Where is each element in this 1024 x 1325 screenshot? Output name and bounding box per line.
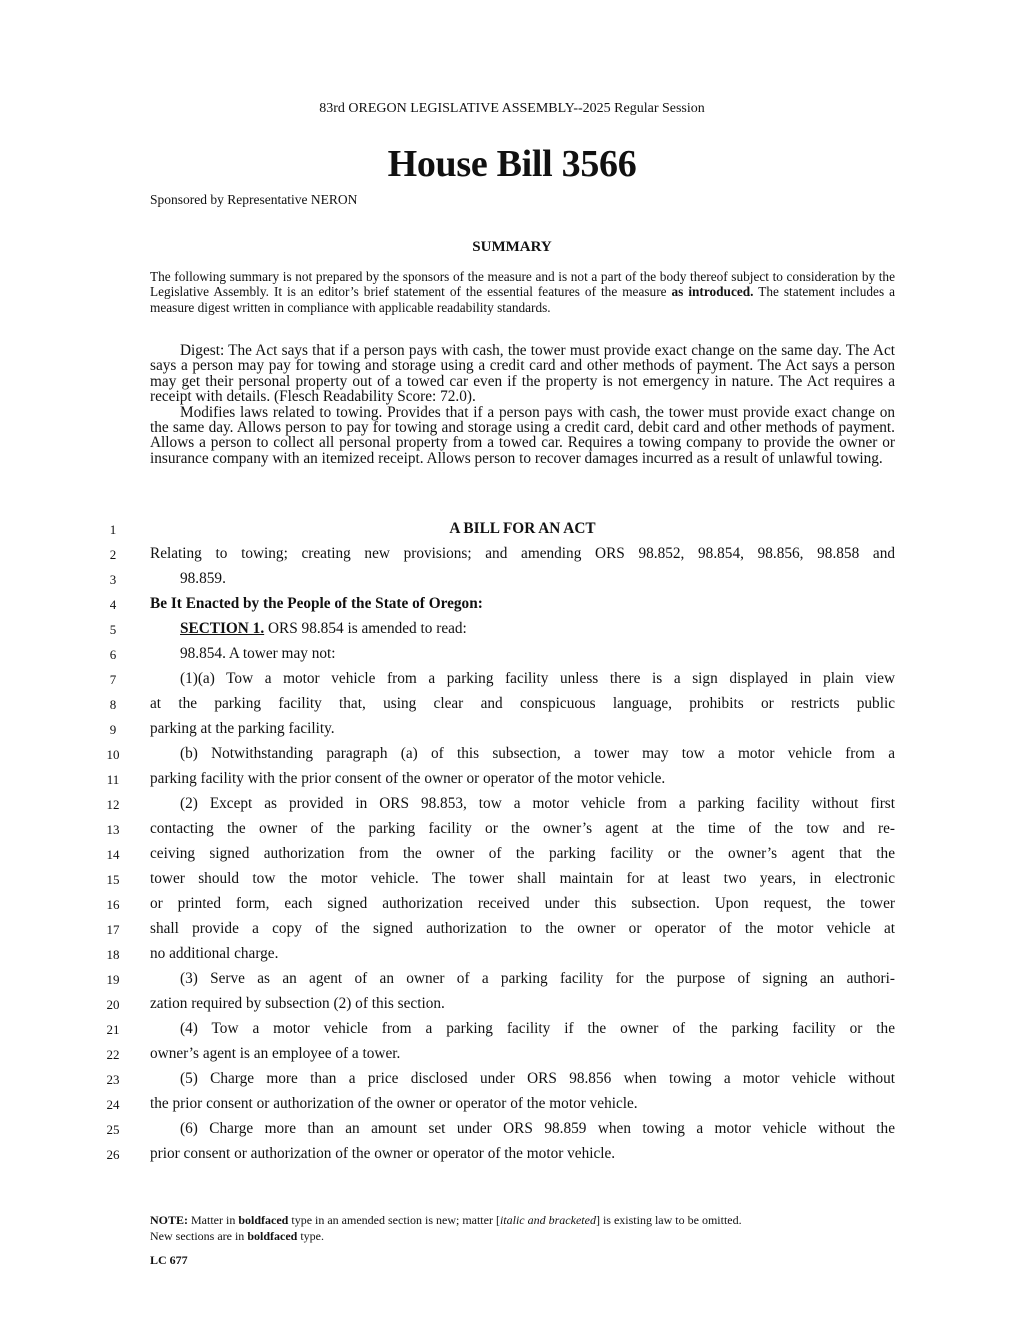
bill-line: (6) Charge more than an amount set under ORS 98.859 when towing a motor vehicle without the	[180, 1120, 895, 1137]
bill-heading: A BILL FOR AN ACT	[449, 520, 596, 537]
note-text: New sections are in	[150, 1228, 248, 1243]
line-number: 1	[109, 522, 117, 537]
line-number: 14	[106, 847, 120, 862]
bill-line: shall provide a copy of the signed authorization to the owner or operator of the motor vehicle at	[150, 920, 895, 937]
note-text: ] is existing law to be omitted.	[595, 1213, 742, 1227]
bill-line: parking facility with the prior consent of the owner or operator of the motor vehicle.	[150, 770, 666, 787]
bill-line: tower should tow the motor vehicle. The tower shall maintain for at least two years, in electronic	[150, 870, 895, 887]
line-number: 6	[109, 647, 117, 662]
line-number: 7	[109, 672, 117, 687]
note-line-1	[150, 1213, 742, 1229]
bill-line: no additional charge.	[150, 945, 279, 962]
bill-line: (b) Notwithstanding paragraph (a) of this subsection, a tower may tow a motor vehicle from a	[180, 745, 895, 762]
line-number: 23	[106, 1072, 120, 1087]
bill-line: zation required by subsection (2) of this section.	[150, 995, 445, 1012]
line-number: 24	[106, 1097, 120, 1112]
line-number: 15	[106, 872, 120, 887]
section-1-label: SECTION 1.	[180, 620, 265, 637]
bill-line: (2) Except as provided in ORS 98.853, tow a motor vehicle from a parking facility without first	[180, 795, 895, 812]
bill-line: ceiving signed authorization from the owner of the parking facility or the owner’s agent that the	[150, 845, 895, 862]
session-header: 83rd OREGON LEGISLATIVE ASSEMBLY--2025 Regular Session	[319, 101, 705, 116]
sponsor-line: Sponsored by Representative NERON	[150, 192, 358, 207]
bill-line: prior consent or authorization of the owner or operator of the motor vehicle.	[150, 1145, 616, 1162]
bill-line: (1)(a) Tow a motor vehicle from a parking facility unless there is a sign displayed in plain view	[180, 670, 895, 687]
bill-line: (4) Tow a motor vehicle from a parking facility if the owner of the parking facility or the	[180, 1020, 895, 1037]
note-italic: italic and bracketed	[499, 1213, 596, 1227]
line-number: 20	[106, 997, 120, 1012]
summary-heading: SUMMARY	[472, 239, 552, 255]
bill-line: 98.854. A tower may not:	[180, 645, 336, 662]
line-number: 2	[109, 547, 117, 562]
line-number: 12	[106, 797, 120, 812]
bill-line: at the parking facility that, using clear and conspicuous language, prohibits or restricts public	[150, 695, 895, 712]
footer-note	[150, 1213, 742, 1244]
note-text: type.	[297, 1228, 324, 1243]
line-number: 8	[109, 697, 117, 712]
line-number: 26	[106, 1147, 120, 1162]
line-number: 16	[106, 897, 120, 912]
summary-intro-bold: as introduced.	[671, 284, 754, 300]
bill-line: contacting the owner of the parking facility or the owner’s agent at the time of the tow and re-	[150, 820, 895, 837]
summary-intro-text-1: The following summary is not prepared by the sponsors of the measure and is not a part of the body thereof subject to consideration by the Legislative Assembly. It is an editor’s brief statement of the essential features of the measure	[150, 269, 895, 300]
line-number: 11	[106, 772, 120, 787]
line-number: 3	[109, 572, 117, 587]
modifies-paragraph: Modifies laws related to towing. Provides that if a person pays with cash, the tower must provide exact change on the same day. Allows person to pay for towing and storage using a credit card, debit card and other methods of payment. Allows a person to collect all personal property from a towed car. Requires a towing company to provide the owner or insurance company with an itemized receipt. Allows person to recover damages incurred as a result of unlawful towing.	[150, 403, 895, 467]
note-text: Matter in	[188, 1213, 239, 1227]
note-bold: boldfaced	[238, 1213, 289, 1227]
lc-number: LC 677	[150, 1253, 188, 1267]
note-label: NOTE:	[150, 1213, 189, 1227]
line-number: 5	[109, 622, 117, 637]
summary-intro	[150, 269, 895, 315]
line-number: 13	[106, 822, 120, 837]
bill-line: 98.859.	[180, 570, 226, 587]
line-number: 4	[109, 597, 117, 612]
line-number: 10	[106, 747, 120, 762]
bill-line: parking at the parking facility.	[150, 720, 335, 737]
section-1-line	[180, 620, 895, 638]
line-number: 25	[106, 1122, 120, 1137]
note-text: type in an amended section is new; matter [	[288, 1213, 500, 1227]
bill-line: or printed form, each signed authorization received under this subsection. Upon request, the tower	[150, 895, 895, 912]
digest-block	[150, 343, 895, 466]
line-number: 17	[106, 922, 120, 937]
line-number: 19	[106, 972, 120, 987]
bill-line: Relating to towing; creating new provisions; and amending ORS 98.852, 98.854, 98.856, 98.858 and	[150, 545, 895, 562]
digest-paragraph: Digest: The Act says that if a person pays with cash, the tower must provide exact change on the same day. The Act says a person may pay for towing and storage using a credit card and other methods of payment. The Act says a person may get their personal property out of a towed car even if the property is not emergency in nature. The Act requires a receipt with details. (Flesch Readability Score: 72.0).	[150, 342, 895, 406]
line-number: 18	[106, 947, 120, 962]
bill-line: the prior consent or authorization of the owner or operator of the motor vehicle.	[150, 1095, 638, 1112]
line-number: 21	[106, 1022, 120, 1037]
enacting-clause: Be It Enacted by the People of the State of Oregon:	[150, 595, 483, 612]
note-line-2	[150, 1229, 742, 1245]
bill-line: (5) Charge more than a price disclosed under ORS 98.856 when towing a motor vehicle without	[180, 1070, 895, 1087]
summary-intro-text-2: The statement includes a measure digest written in compliance with applicable readability standards.	[150, 284, 895, 315]
note-bold: boldfaced	[247, 1228, 298, 1243]
line-number: 9	[109, 722, 117, 737]
line-number: 22	[106, 1047, 120, 1062]
bill-line: (3) Serve as an agent of an owner of a parking facility for the purpose of signing an authori-	[180, 970, 895, 987]
bill-title: House Bill 3566	[387, 143, 637, 185]
bill-line: owner’s agent is an employee of a tower.	[150, 1045, 401, 1062]
section-1-text: ORS 98.854 is amended to read:	[264, 620, 467, 637]
